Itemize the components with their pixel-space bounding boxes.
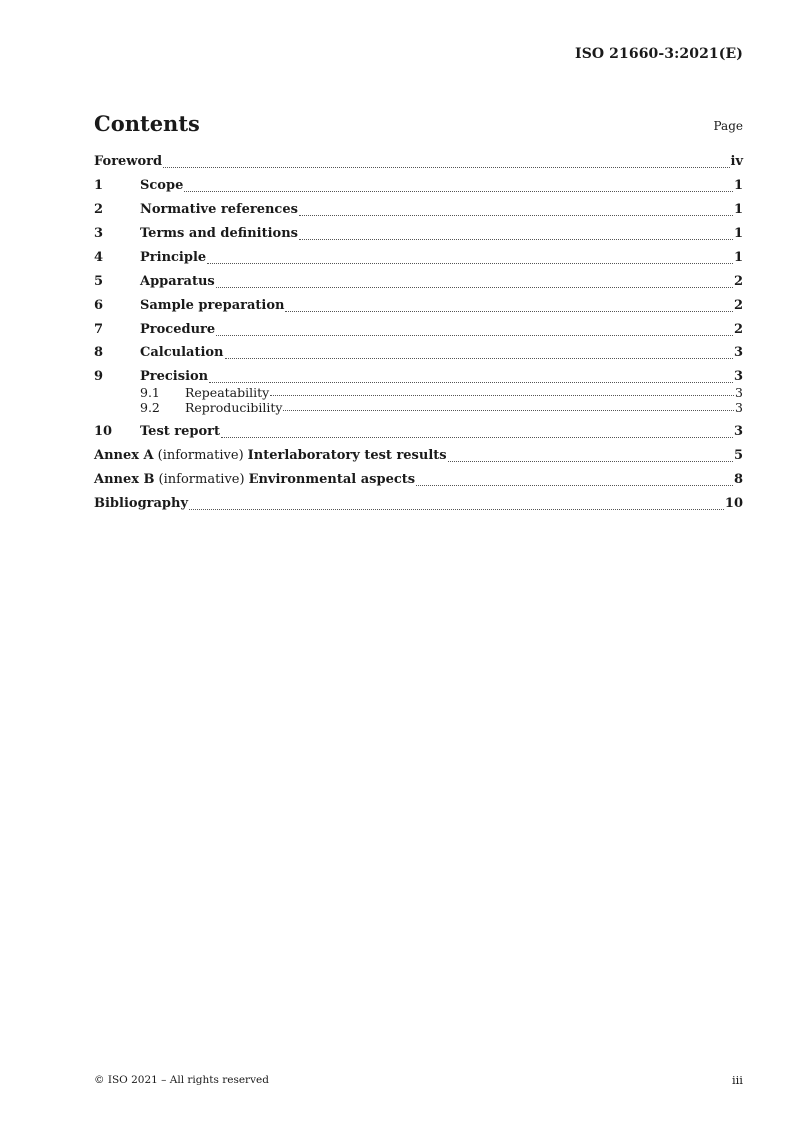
toc-entry-page: 3: [733, 369, 743, 384]
toc-entry-calculation[interactable]: [94, 345, 743, 363]
toc-entry-title: Principle: [140, 250, 207, 265]
toc-entry-title: Calculation: [140, 345, 224, 360]
toc-entry-apparatus[interactable]: [94, 274, 743, 292]
toc-entry-title: Environmental aspects: [248, 472, 416, 487]
toc-entry-foreword[interactable]: [94, 154, 743, 172]
toc-entry-number: 10: [94, 424, 113, 439]
dot-leader: [225, 357, 733, 359]
toc-entry-number: 3: [94, 226, 104, 241]
toc-subentry-title: Reproducibility: [185, 400, 283, 415]
dot-leader: [448, 460, 733, 462]
toc-entry-title: Interlaboratory test results: [247, 448, 447, 463]
dot-leader: [270, 394, 734, 396]
dot-leader: [299, 214, 733, 216]
toc-entry-page: 10: [724, 496, 743, 511]
toc-entry-bibliography[interactable]: [94, 496, 743, 514]
dot-leader: [207, 262, 733, 264]
toc-entry-title: Normative references: [140, 202, 298, 217]
page-column-label: Page: [713, 119, 743, 133]
toc-entry-principle[interactable]: [94, 250, 743, 268]
toc-entry-title: Procedure: [140, 322, 216, 337]
annex-label: Annex B: [94, 472, 155, 487]
annex-qualifier: (informative): [158, 472, 245, 487]
page-title: Contents: [94, 111, 200, 136]
dot-leader: [209, 381, 733, 383]
toc-entry-page: 8: [733, 472, 743, 487]
dot-leader: [216, 286, 733, 288]
toc-subentry-number: 9.2: [140, 400, 160, 415]
toc-subentry-reproducibility[interactable]: [94, 400, 743, 415]
toc-subentry-number: 9.1: [140, 385, 160, 400]
toc-entry-page: 1: [733, 178, 743, 193]
toc-entry-number: 6: [94, 298, 104, 313]
dot-leader: [299, 238, 733, 240]
contents-header: [94, 111, 743, 139]
toc-entry-normative-references[interactable]: [94, 202, 743, 220]
toc-subentry-title: Repeatability: [185, 385, 270, 400]
toc-entry-number: 2: [94, 202, 104, 217]
toc-entry-test-report[interactable]: [94, 424, 743, 442]
toc-entry-scope[interactable]: [94, 178, 743, 196]
toc-subentry-page: 3: [735, 400, 743, 415]
dot-leader: [189, 508, 724, 510]
toc-entry-title: Sample preparation: [140, 298, 285, 313]
dot-leader: [216, 334, 733, 336]
toc-entry-number: 5: [94, 274, 104, 289]
dot-leader: [283, 409, 734, 411]
toc-entry-number: 7: [94, 322, 104, 337]
toc-entry-title: Scope: [140, 178, 184, 193]
toc-entry-title: Apparatus: [140, 274, 215, 289]
toc-entry-number: 1: [94, 178, 104, 193]
page-number: iii: [731, 1073, 743, 1087]
toc-entry-page: 1: [733, 226, 743, 241]
annex-qualifier: (informative): [157, 448, 244, 463]
dot-leader: [285, 310, 732, 312]
dot-leader: [163, 166, 729, 168]
toc-entry-annex-a[interactable]: [94, 448, 743, 466]
toc-entry-number: 4: [94, 250, 104, 265]
toc-entry-number: 9: [94, 369, 104, 384]
toc-entry-title: Foreword: [94, 154, 163, 169]
toc-subentry-page: 3: [735, 385, 743, 400]
toc-entry-title: Test report: [140, 424, 221, 439]
annex-label: Annex A: [94, 448, 154, 463]
toc-entry-page: 3: [733, 424, 743, 439]
toc-entry-sample-preparation[interactable]: [94, 298, 743, 316]
toc-entry-page: 1: [733, 202, 743, 217]
dot-leader: [184, 190, 733, 192]
toc-entry-page: 2: [733, 322, 743, 337]
toc-subentry-repeatability[interactable]: [94, 385, 743, 400]
toc-entry-title: Bibliography: [94, 496, 189, 511]
dot-leader: [416, 484, 733, 486]
toc-entry-page: 2: [733, 274, 743, 289]
toc-entry-annex-b[interactable]: [94, 472, 743, 490]
dot-leader: [221, 436, 733, 438]
toc-entry-page: 3: [733, 345, 743, 360]
toc-entry-title: Terms and definitions: [140, 226, 298, 241]
toc-entry-number: 8: [94, 345, 104, 360]
toc-entry-page: 1: [733, 250, 743, 265]
toc-entry-title: Precision: [140, 369, 209, 384]
document-identifier: ISO 21660-3:2021(E): [575, 46, 743, 62]
toc-entry-terms-and-definitions[interactable]: [94, 226, 743, 244]
toc-entry-procedure[interactable]: [94, 322, 743, 340]
copyright-notice: © ISO 2021 – All rights reserved: [94, 1074, 269, 1086]
toc-entry-page: 5: [733, 448, 743, 463]
toc-entry-page: iv: [730, 154, 743, 169]
toc-entry-page: 2: [733, 298, 743, 313]
